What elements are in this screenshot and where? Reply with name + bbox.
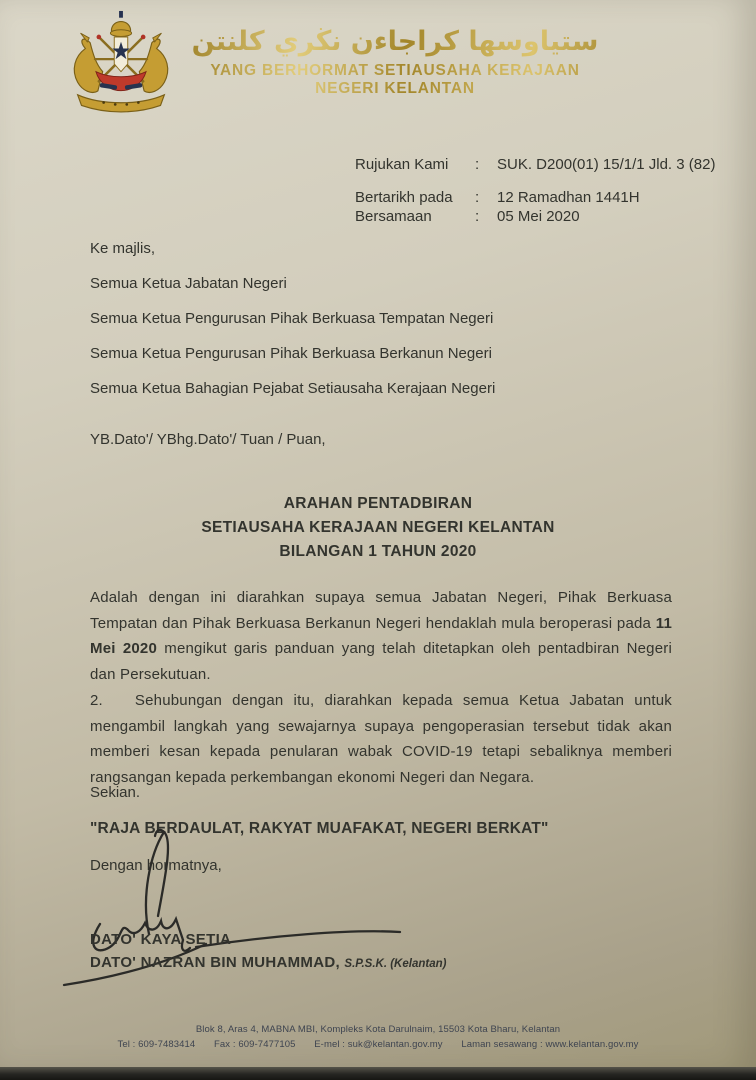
reference-number: SUK. D200(01) 15/1/1 Jld. 3 (82) — [497, 156, 716, 173]
closing-word: Sekian. — [90, 784, 141, 801]
photo-bottom-edge — [0, 1067, 756, 1080]
email: E-mel : suk@kelantan.gov.my — [314, 1039, 443, 1050]
sign-off-line: Dengan hormatnya, — [90, 857, 222, 874]
handwritten-signature — [48, 826, 468, 1006]
paragraph-2 — [90, 688, 672, 790]
date-gregorian-value: 05 Mei 2020 — [497, 208, 580, 225]
recipient-line: Semua Ketua Bahagian Pejabat Setiausaha Kerajaan Negeri — [90, 380, 496, 397]
paragraph-2-number: 2. — [90, 692, 103, 709]
signatory-name: DATO' NAZRAN BIN MUHAMMAD, — [90, 954, 340, 971]
recipient-salutation: Ke majlis, — [90, 240, 156, 257]
reference-separator: : — [475, 156, 480, 173]
reference-row — [355, 188, 715, 207]
recipient-line: Semua Ketua Jabatan Negeri — [90, 275, 287, 292]
reference-row — [355, 155, 715, 174]
recipients-block — [90, 240, 495, 415]
reference-label: Rujukan Kami — [355, 156, 449, 173]
letter-title-line2: SETIAUSAHA KERAJAAN NEGERI KELANTAN — [201, 519, 555, 536]
letter-title-line1: ARAHAN PENTADBIRAN — [283, 495, 473, 512]
letterhead-jawi-title: ستياوسها كراجاءن نڬري كلنتن — [130, 24, 660, 59]
paragraph-1 — [90, 585, 672, 687]
letterhead — [130, 24, 660, 98]
signatory-honorific: S.P.S.K. (Kelantan) — [344, 958, 447, 970]
office-address: Blok 8, Aras 4, MABNA MBI, Kompleks Kota Darulnaim, 15503 Kota Bharu, Kelantan — [195, 1024, 561, 1035]
paragraph-1-text: mengikut garis panduan yang telah ditetapkan oleh pentadbiran Negeri dan Persekutuan. — [90, 640, 672, 683]
date-hijri-label: Bertarikh pada — [355, 189, 453, 206]
reference-separator: : — [475, 189, 480, 206]
website: Laman sesawang : www.kelantan.gov.my — [461, 1039, 639, 1050]
paragraph-2-text: Sehubungan dengan itu, diarahkan kepada semua Ketua Jabatan untuk mengambil langkah yang sewajarnya supaya pengoperasian tersebut tidak akan memberi kesan kepada penularan wabak COVID-19 tetapi sebaliknya memberi rangsangan kepada perkembangan ekonomi Negeri dan Negara. — [90, 692, 672, 786]
telephone: Tel : 609-7483414 — [117, 1039, 196, 1050]
fax: Fax : 609-7477105 — [214, 1039, 296, 1050]
reference-separator: : — [475, 208, 480, 225]
recipient-line: Semua Ketua Pengurusan Pihak Berkuasa Tempatan Negeri — [90, 310, 494, 327]
date-gregorian-label: Bersamaan — [355, 208, 432, 225]
paragraph-1-text: Adalah dengan ini diarahkan supaya semua Jabatan Negeri, Pihak Berkuasa Tempatan dan Pihak Berkuasa Berkanun Negeri hendaklah mula beroperasi pada — [90, 589, 672, 632]
signatory-title: DATO' KAYA SETIA — [90, 931, 232, 948]
recipient-line: Semua Ketua Pengurusan Pihak Berkuasa Berkanun Negeri — [90, 345, 492, 362]
letterhead-title-line1: YANG BERHORMAT SETIAUSAHA KERAJAAN — [130, 62, 660, 80]
signatory-name-row — [90, 954, 446, 971]
paragraph-1-bold-date: 11 Mei 2020 — [90, 614, 672, 657]
letter-title — [0, 492, 756, 564]
date-hijri-value: 12 Ramadhan 1441H — [497, 189, 640, 206]
signatory-block — [90, 931, 446, 971]
letter-footer — [0, 1024, 756, 1050]
state-motto: "RAJA BERDAULAT, RAKYAT MUAFAKAT, NEGERI BERKAT" — [90, 820, 549, 837]
reference-block — [355, 155, 715, 226]
reference-row — [355, 207, 715, 226]
greeting-line: YB.Dato'/ YBhg.Dato'/ Tuan / Puan, — [90, 431, 326, 448]
contact-line — [0, 1039, 756, 1050]
letter-title-line3: BILANGAN 1 TAHUN 2020 — [279, 543, 477, 560]
letterhead-title-line2: NEGERI KELANTAN — [130, 80, 660, 98]
